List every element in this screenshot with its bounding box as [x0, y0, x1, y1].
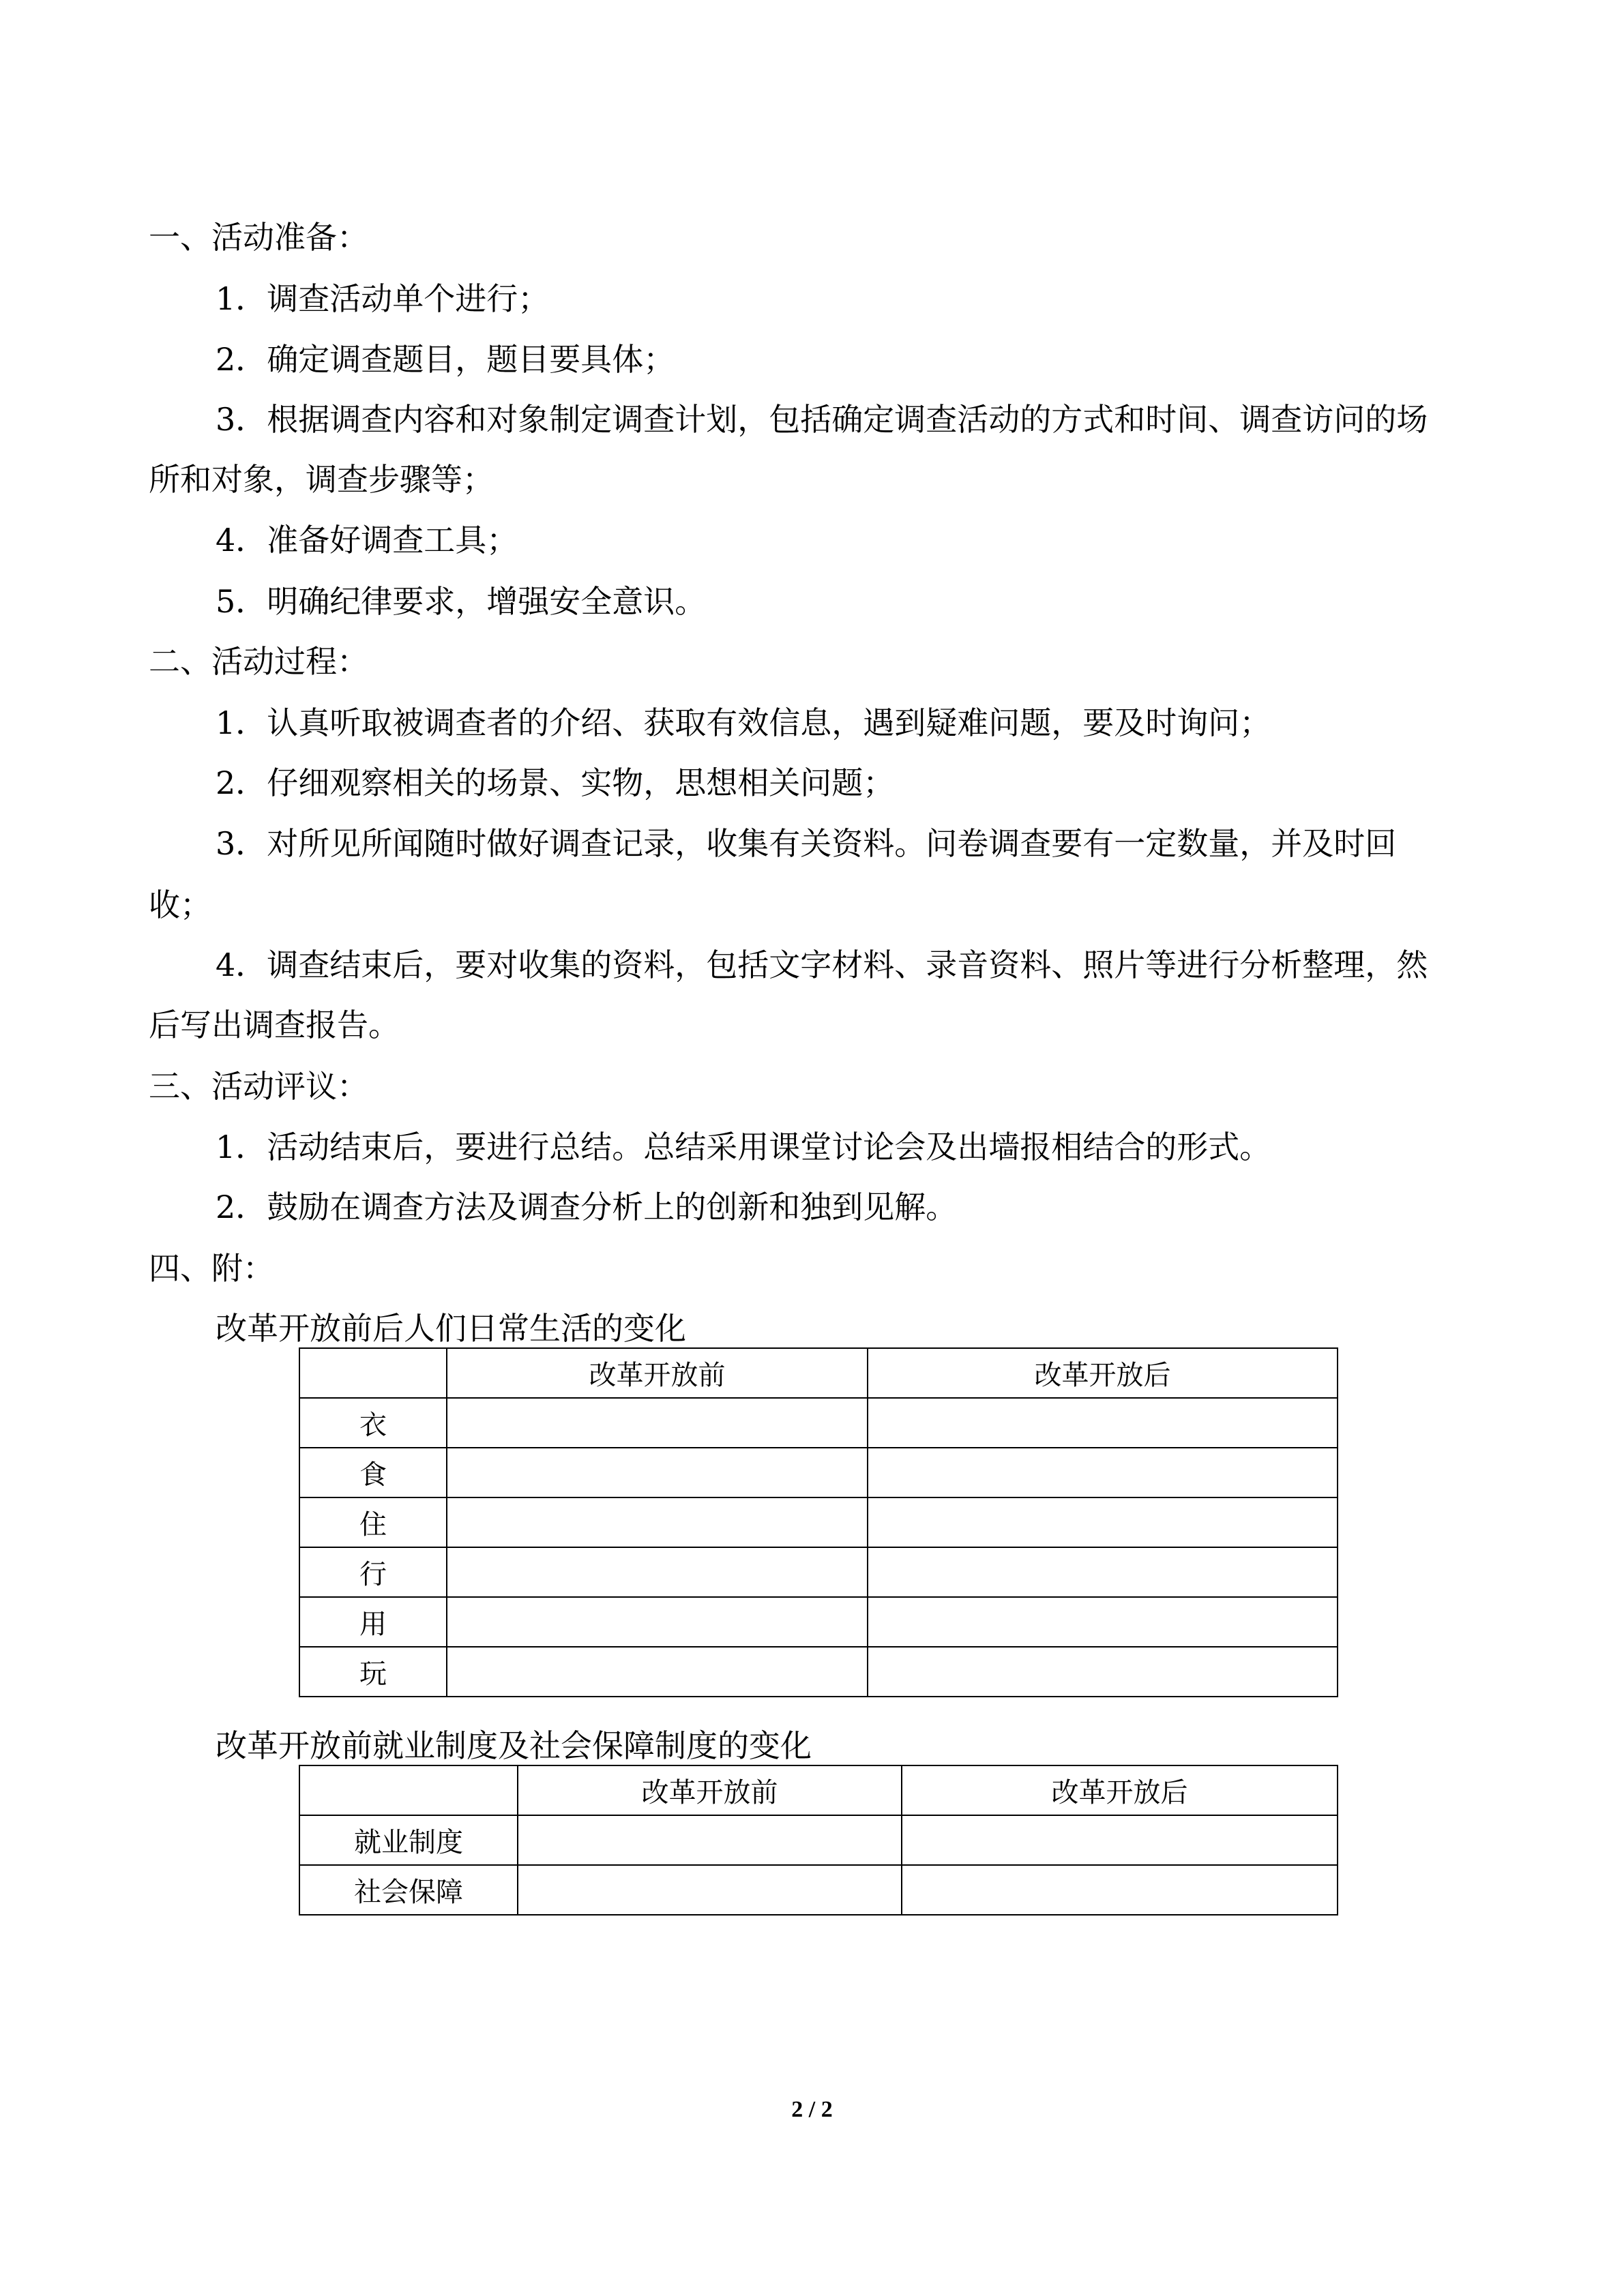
table-row — [299, 1497, 1338, 1547]
table-header-cell — [299, 1348, 447, 1398]
list-item: 1．认真听取被调查者的介绍、获取有效信息，遇到疑难问题，要及时询问； — [216, 704, 1271, 741]
table-header-cell: 改革开放后 — [902, 1765, 1338, 1815]
table-header-row — [299, 1348, 1338, 1398]
section-heading-preparation: 一、活动准备： — [149, 219, 368, 256]
table-cell — [518, 1815, 902, 1865]
page-number: 2 / 2 — [791, 2097, 833, 2122]
table-header-cell — [299, 1765, 518, 1815]
section-heading-evaluation: 三、活动评议： — [149, 1068, 368, 1105]
list-item: 4．准备好调查工具； — [216, 522, 518, 558]
table-caption: 改革开放前就业制度及社会保障制度的变化 — [216, 1727, 812, 1764]
table-cell — [518, 1865, 902, 1915]
table-cell — [902, 1815, 1338, 1865]
table-row — [299, 1865, 1338, 1915]
row-label: 行 — [299, 1547, 447, 1597]
section-heading-appendix: 四、附： — [149, 1250, 274, 1287]
list-item: 3．根据调查内容和对象制定调查计划，包括确定调查活动的方式和时间、调查访问的场 — [216, 401, 1428, 438]
row-label: 社会保障 — [299, 1865, 518, 1915]
employment-security-change-table — [299, 1765, 1338, 1915]
table-row — [299, 1815, 1338, 1865]
row-label: 玩 — [299, 1647, 447, 1697]
table-row — [299, 1448, 1338, 1497]
section-heading-process: 二、活动过程： — [149, 643, 368, 680]
table-cell — [868, 1497, 1338, 1547]
row-label: 食 — [299, 1448, 447, 1497]
list-item-continuation: 后写出调查报告。 — [149, 1007, 400, 1043]
list-item-continuation: 收； — [149, 886, 211, 923]
table-cell — [868, 1597, 1338, 1647]
table-row — [299, 1398, 1338, 1448]
list-item: 1．调查活动单个进行； — [216, 280, 550, 317]
table-cell — [868, 1398, 1338, 1448]
row-label: 住 — [299, 1497, 447, 1547]
list-item: 3．对所见所闻随时做好调查记录，收集有关资料。问卷调查要有一定数量，并及时回 — [216, 825, 1397, 862]
table-header-cell: 改革开放前 — [518, 1765, 902, 1815]
table-cell — [868, 1547, 1338, 1597]
row-label: 用 — [299, 1597, 447, 1647]
table-cell — [447, 1497, 868, 1547]
table-caption: 改革开放前后人们日常生活的变化 — [216, 1310, 686, 1347]
table-cell — [447, 1597, 868, 1647]
table-cell — [902, 1865, 1338, 1915]
list-item: 4．调查结束后，要对收集的资料，包括文字材料、录音资料、照片等进行分析整理，然 — [216, 946, 1428, 983]
table-cell — [868, 1448, 1338, 1497]
row-label: 就业制度 — [299, 1815, 518, 1865]
table-header-cell: 改革开放前 — [447, 1348, 868, 1398]
table-header-cell: 改革开放后 — [868, 1348, 1338, 1398]
list-item-continuation: 所和对象，调查步骤等； — [149, 461, 494, 498]
list-item: 2．确定调查题目，题目要具体； — [216, 341, 675, 378]
list-item: 1．活动结束后，要进行总结。总结采用课堂讨论会及出墙报相结合的形式。 — [216, 1129, 1271, 1165]
table-row — [299, 1547, 1338, 1597]
table-cell — [447, 1448, 868, 1497]
table-row — [299, 1597, 1338, 1647]
daily-life-change-table — [299, 1347, 1338, 1697]
list-item: 2．仔细观察相关的场景、实物，思想相关问题； — [216, 764, 895, 801]
table-cell — [447, 1398, 868, 1448]
table-header-row — [299, 1765, 1338, 1815]
table-cell — [868, 1647, 1338, 1697]
table-row — [299, 1647, 1338, 1697]
list-item: 2．鼓励在调查方法及调查分析上的创新和独到见解。 — [216, 1189, 958, 1225]
row-label: 衣 — [299, 1398, 447, 1448]
list-item: 5．明确纪律要求，增强安全意识。 — [216, 583, 707, 620]
table-cell — [447, 1547, 868, 1597]
table-cell — [447, 1647, 868, 1697]
